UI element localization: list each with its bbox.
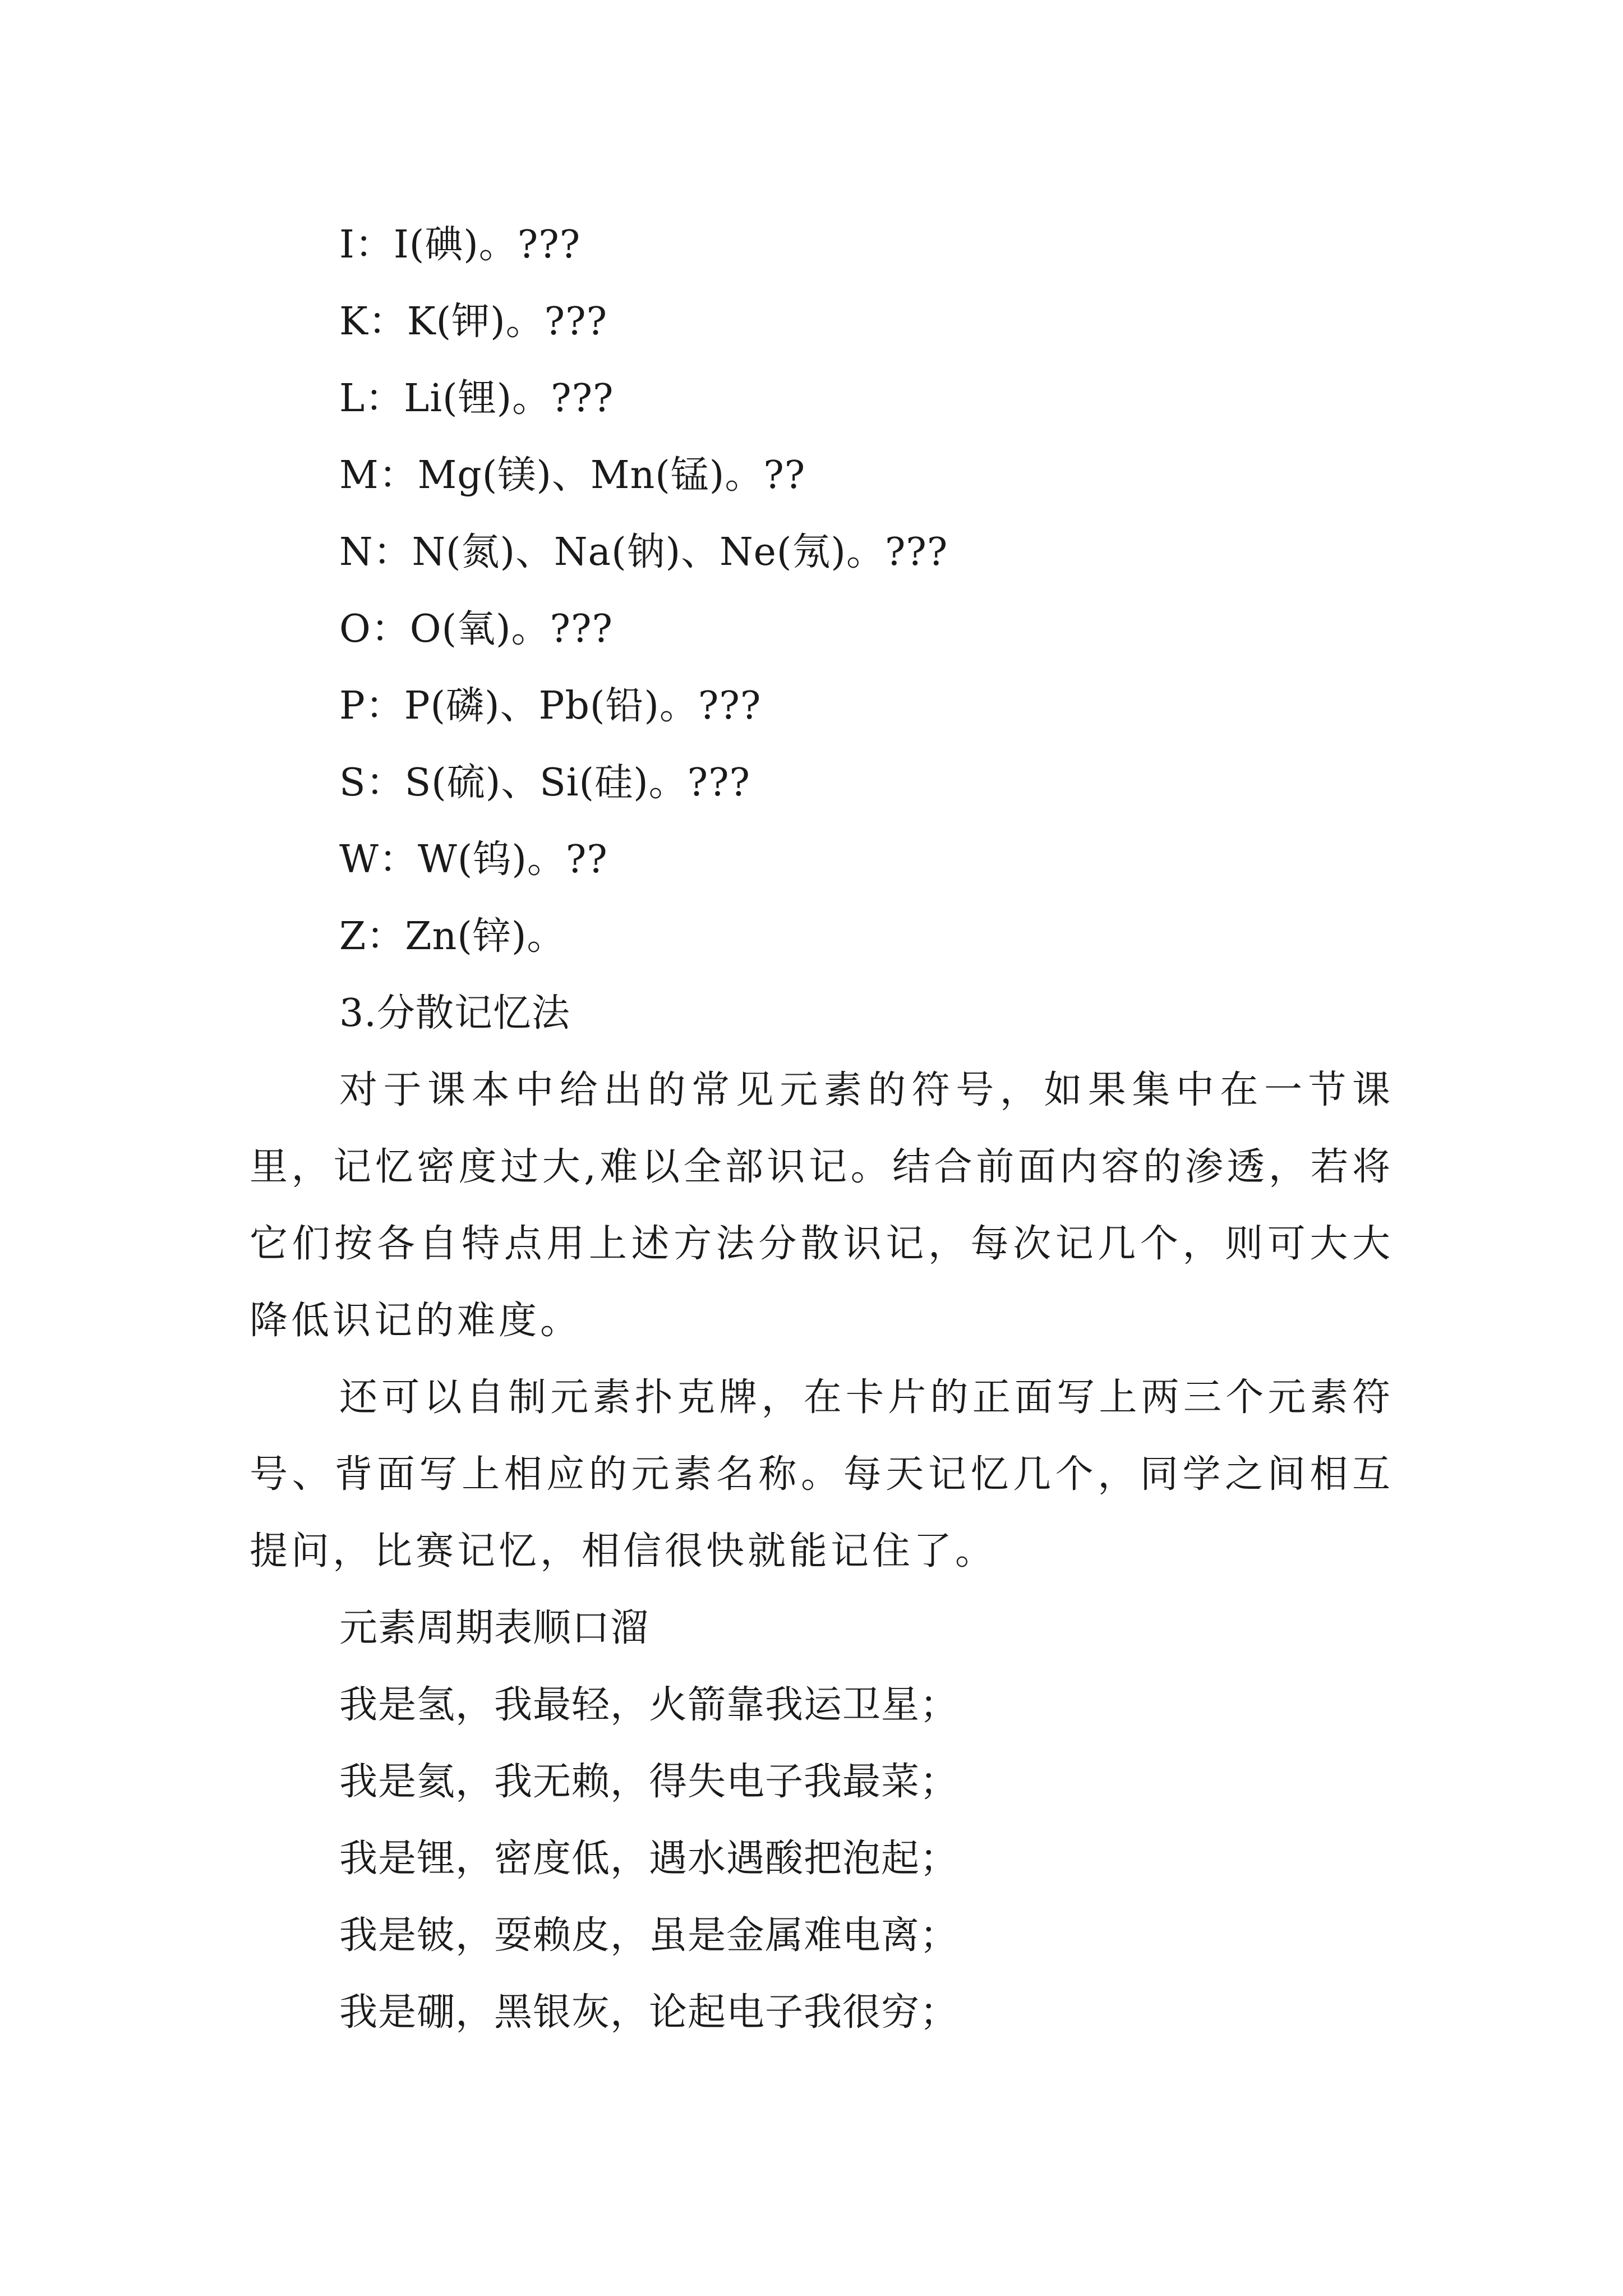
paragraph-playing-cards: 还可以自制元素扑克牌，在卡片的正面写上两三个元素符号、背面写上相应的元素名称。每天记忆几个，同学之间相互提问，比赛记忆，相信很快就能记住了。 — [250, 1375, 1394, 1573]
rhyme-title: 元素周期表顺口溜 — [339, 1606, 649, 1650]
element-line-n: N：N(氮)、Na(钠)、Ne(氖)。??? — [339, 530, 948, 574]
element-line-l: L：Li(锂)。??? — [339, 376, 614, 421]
section-heading: 3.分散记忆法 — [339, 991, 570, 1036]
rhyme-line-lithium: 我是锂，密度低，遇水遇酸把泡起； — [339, 1837, 959, 1881]
document-body — [250, 206, 1394, 2051]
rhyme-line-helium: 我是氦，我无赖，得失电子我最菜； — [339, 1760, 959, 1804]
element-line-i: I：I(碘)。??? — [339, 223, 581, 267]
rhyme-line-beryllium: 我是铍，耍赖皮，虽是金属难电离； — [339, 1913, 959, 1958]
element-line-k: K：K(钾)。??? — [339, 300, 608, 344]
element-line-s: S：S(硫)、Si(硅)。??? — [339, 761, 750, 805]
element-line-o: O：O(氧)。??? — [339, 607, 613, 651]
element-line-z: Z：Zn(锌)。 — [339, 914, 566, 959]
element-line-p: P：P(磷)、Pb(铅)。??? — [339, 684, 762, 728]
rhyme-line-boron: 我是硼，黑银灰，论起电子我很穷； — [339, 1990, 959, 2035]
element-line-m: M：Mg(镁)、Mn(锰)。?? — [339, 453, 806, 498]
rhyme-line-hydrogen: 我是氢，我最轻，火箭靠我运卫星； — [339, 1683, 959, 1727]
paragraph-dispersed-memory: 对于课本中给出的常见元素的符号，如果集中在一节课里，记忆密度过大,难以全部识记。结合前面内容的渗透，若将它们按各自特点用上述方法分散识记，每次记几个，则可大大降低识记的难度。 — [250, 1068, 1394, 1343]
element-line-w: W：W(钨)。?? — [339, 838, 608, 882]
